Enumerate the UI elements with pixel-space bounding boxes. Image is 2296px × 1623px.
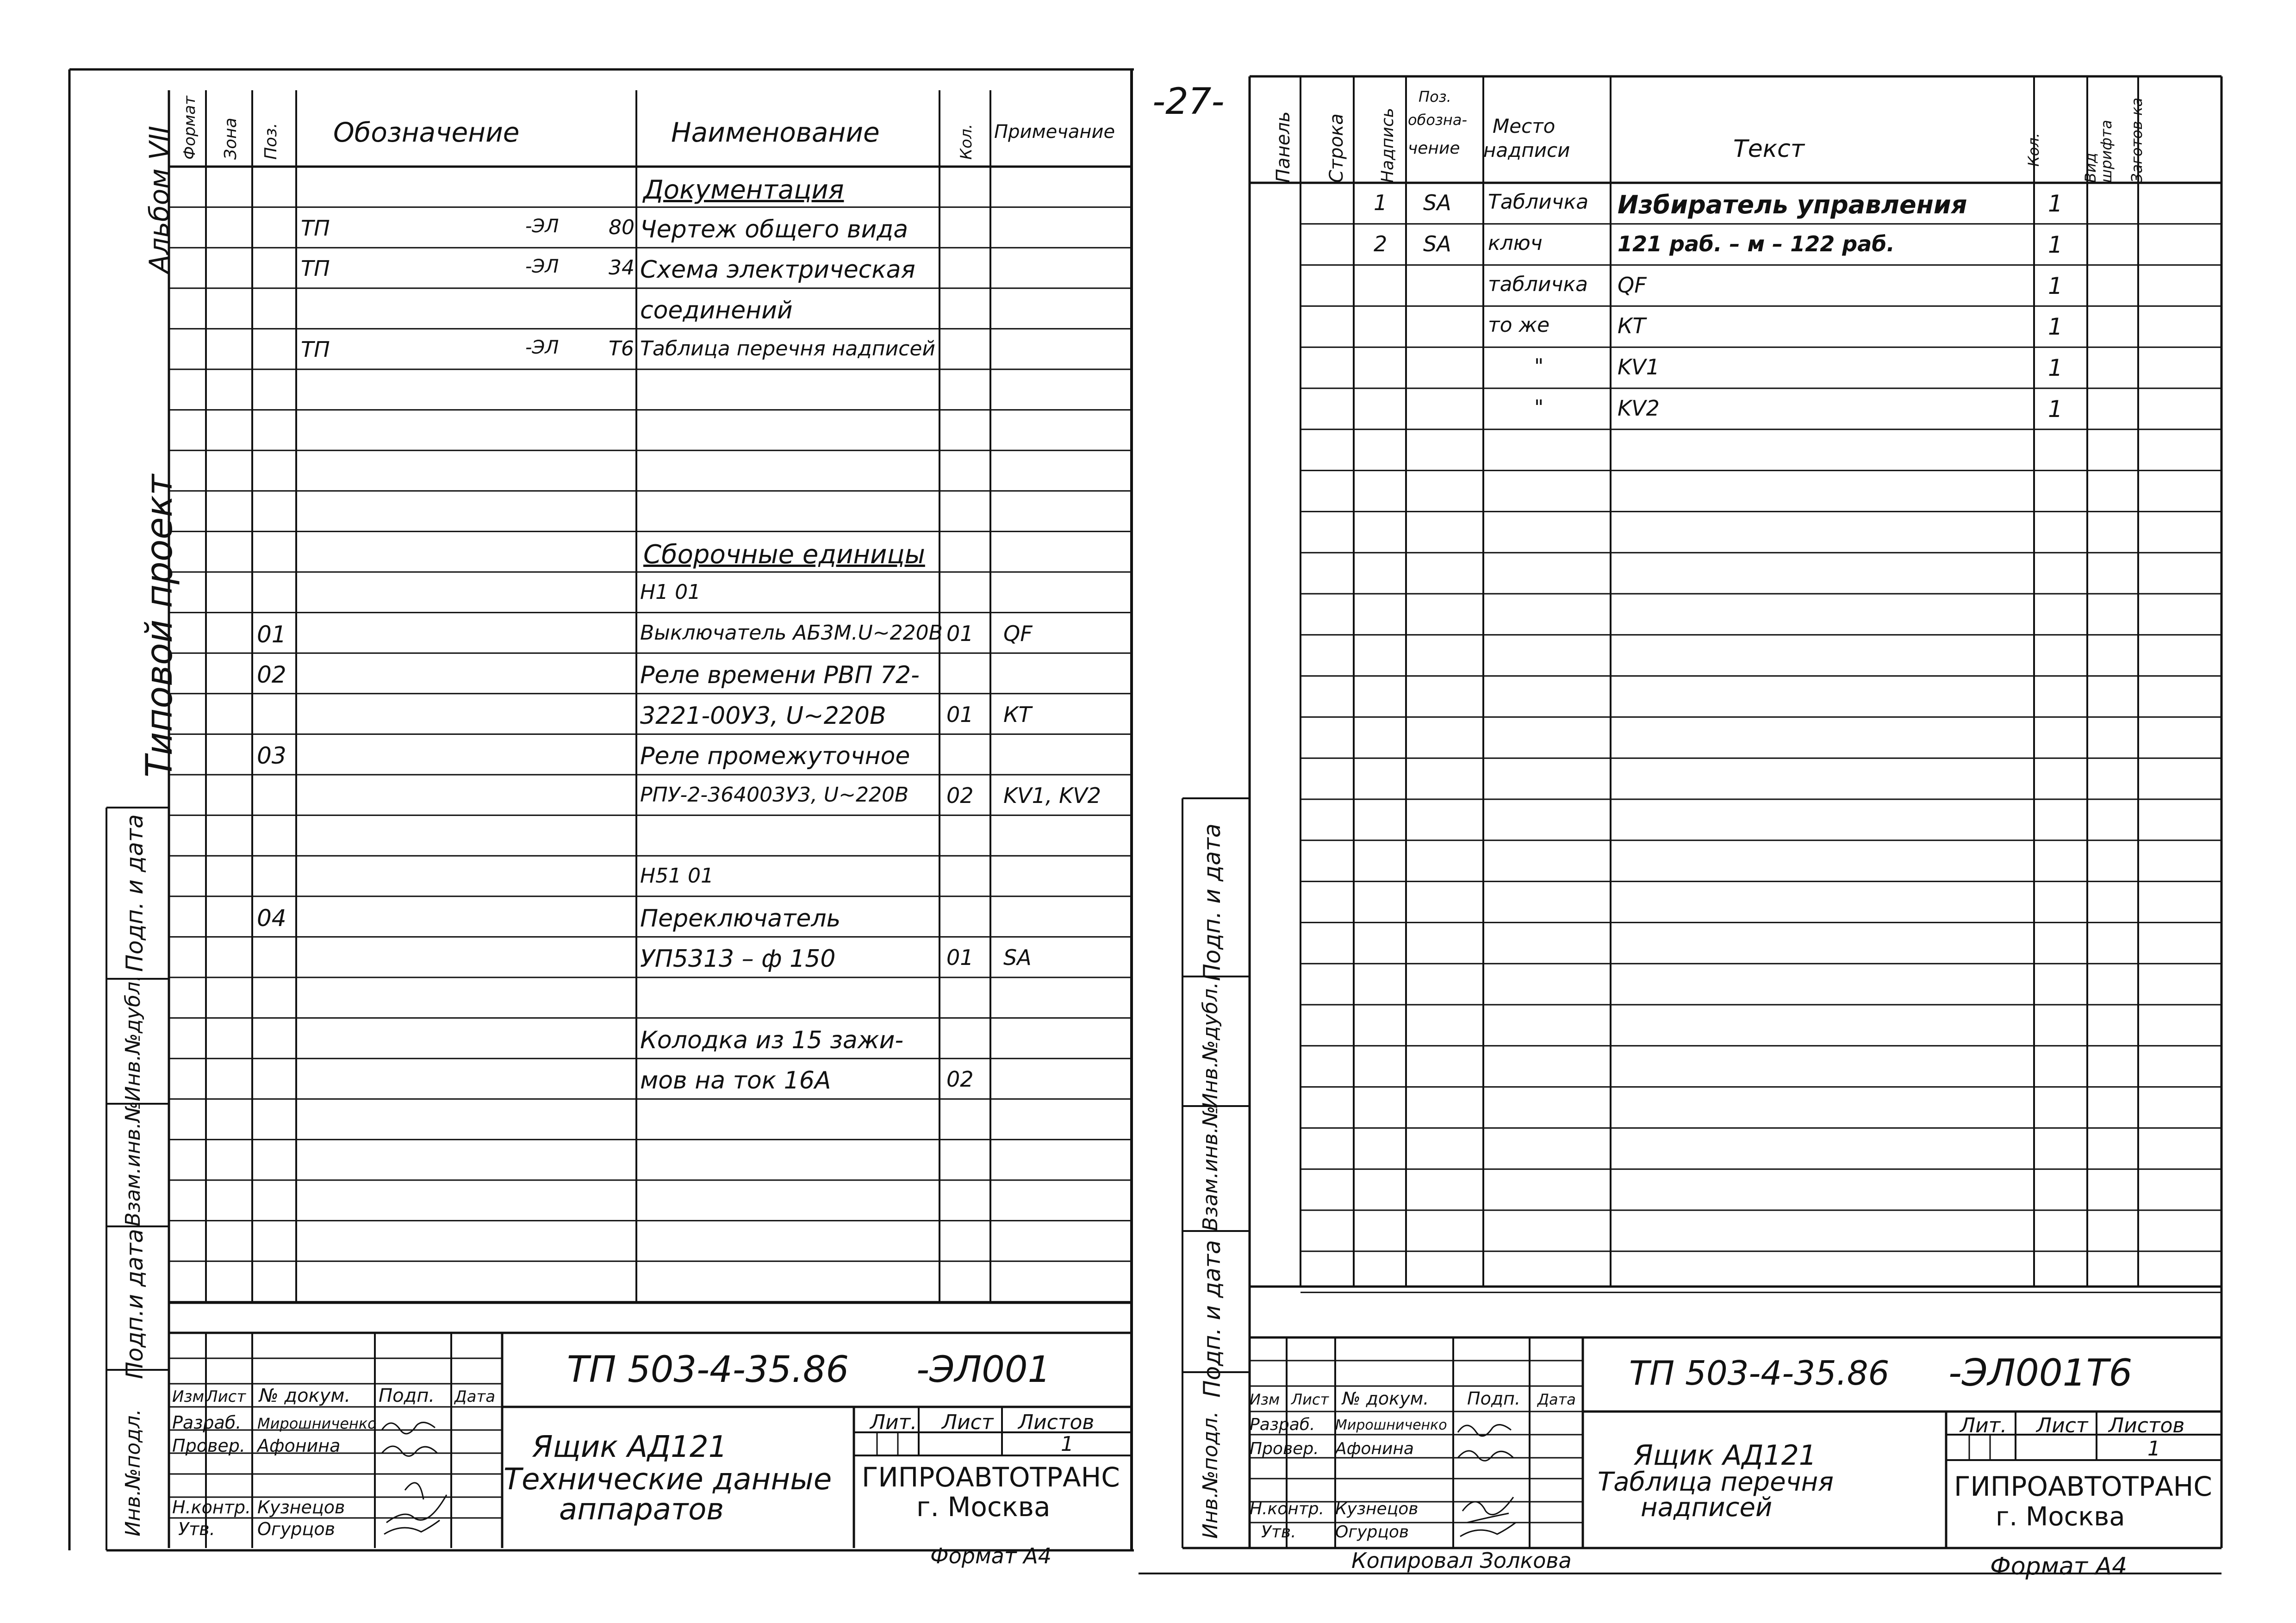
margin-inv-podl: Инв.№подл. — [121, 1409, 145, 1536]
header-label: Надпись — [1378, 108, 1397, 183]
header-place-2: надписи — [1483, 139, 1570, 162]
row-designation-prefix: ТП — [301, 256, 330, 281]
row-name: УП5313 – ф 150 — [640, 945, 836, 973]
row-name: Реле времени РВП 72- — [640, 661, 920, 690]
r-margin-inv-dubl: Инв.№дубл. — [1199, 982, 1222, 1108]
r-col-ndok: № докум. — [1342, 1388, 1429, 1409]
r-sheets-label: Листов — [2109, 1414, 2185, 1437]
role-nkontr: Н.контр. — [172, 1497, 251, 1517]
row-designation-num: 80 — [609, 215, 635, 239]
r-copied-by: Копировал Золкова — [1351, 1548, 1572, 1573]
r-role-prover: Провер. — [1250, 1439, 1319, 1458]
r-doc-code-suffix: -ЭЛ001Т6 — [1948, 1351, 2133, 1394]
sheets-label: Листов — [1018, 1411, 1095, 1434]
r-role-nkontr: Н.контр. — [1250, 1499, 1325, 1518]
row-designation-num: 34 — [609, 256, 635, 280]
row-designation-prefix: ТП — [301, 337, 330, 362]
row-place: то же — [1488, 313, 1550, 337]
row-qty: 1 — [2048, 396, 2063, 423]
r-lit-label: Лит. — [1960, 1414, 2007, 1437]
header-font: Вид шрифта — [2082, 120, 2115, 183]
r-col-podp: Подп. — [1467, 1388, 1521, 1409]
header-note: Примечание — [994, 121, 1115, 143]
row-name: 3221-00У3, U~220В — [640, 702, 886, 730]
header-place-1: Место — [1493, 115, 1556, 137]
row-qty: 02 — [946, 783, 974, 808]
row-pos-designation: SA — [1423, 231, 1451, 256]
r-title-line2: Таблица перечня — [1598, 1467, 1834, 1497]
r-name-nkontr: Кузнецов — [1335, 1499, 1419, 1518]
row-name: соединений — [640, 296, 793, 324]
r-col-list: Лист — [1291, 1391, 1329, 1408]
row-name: Сборочные единицы — [643, 540, 925, 570]
row-designation-num: Т6 — [609, 337, 634, 361]
page-number: -27- — [1152, 81, 1225, 123]
r-title-line1: Ящик АД121 — [1634, 1439, 1817, 1472]
role-prover: Провер. — [172, 1436, 245, 1456]
sheet-label: Лист — [942, 1411, 994, 1434]
r-title-line3: надписей — [1641, 1492, 1773, 1523]
row-text: KV1 — [1618, 354, 1660, 380]
header-pos-1: Поз. — [1419, 88, 1451, 106]
header-panel: Панель — [1273, 111, 1294, 183]
row-place: ключ — [1488, 231, 1543, 255]
col-ndok: № докум. — [259, 1385, 351, 1406]
r-role-razrab: Разраб. — [1250, 1415, 1315, 1434]
r-col-data: Дата — [1537, 1391, 1576, 1408]
row-qty: 1 — [2048, 190, 2063, 217]
row-qty: 1 — [2048, 231, 2063, 258]
project-label: Типовой проект — [139, 474, 180, 777]
role-razrab: Разраб. — [172, 1412, 242, 1433]
row-designation-mid: -ЭЛ — [525, 337, 559, 359]
name-razrab: Мирошниченко — [257, 1415, 377, 1432]
row-qty: 01 — [946, 702, 974, 727]
col-podp: Подп. — [379, 1385, 435, 1406]
album-label: Альбом VII — [143, 125, 175, 273]
row-pos: 04 — [257, 904, 286, 932]
row-label-no: 2 — [1374, 231, 1388, 256]
doc-code-suffix: -ЭЛ001 — [916, 1349, 1051, 1391]
row-qty: 1 — [2048, 354, 2063, 382]
row-qty: 01 — [946, 621, 974, 646]
name-nkontr: Кузнецов — [257, 1497, 345, 1517]
row-pos: 03 — [257, 742, 286, 770]
margin-podp-data-1: Подп. и дата — [121, 814, 148, 972]
header-pos: Поз. — [261, 123, 280, 160]
row-designation-prefix: ТП — [301, 215, 330, 241]
row-label-no: 1 — [1374, 190, 1388, 215]
r-sheet-label: Лист — [2036, 1414, 2088, 1437]
row-name: Таблица перечня надписей — [640, 337, 936, 361]
row-name: Выключатель АБ3М.U~220В — [640, 621, 943, 645]
row-text: Избиратель управления — [1618, 190, 1967, 219]
r-name-prover: Афонина — [1335, 1439, 1414, 1458]
r-format-label: Формат А4 — [1990, 1553, 2128, 1580]
row-designation-mid: -ЭЛ — [525, 256, 559, 278]
row-name: Реле промежуточное — [640, 742, 910, 771]
row-text: QF — [1618, 272, 1647, 298]
row-text: 121 раб. – м – 122 раб. — [1618, 231, 1895, 256]
row-name: мов на ток 16А — [640, 1067, 831, 1095]
header-qty: Кол. — [957, 124, 976, 160]
row-note: QF — [1003, 621, 1033, 646]
header-name: Наименование — [671, 117, 880, 148]
sheets-value: 1 — [1061, 1432, 1074, 1456]
row-place: табличка — [1488, 272, 1588, 296]
row-qty: 1 — [2048, 313, 2063, 341]
title-line2: Технические данные — [504, 1462, 832, 1497]
col-data: Дата — [454, 1387, 496, 1406]
row-place: " — [1534, 396, 1544, 419]
col-izm: Изм — [172, 1387, 205, 1406]
row-note: КТ — [1003, 702, 1032, 727]
r-signature-marks — [1453, 1414, 1527, 1543]
header-zone: Зона — [221, 118, 240, 160]
title-line3: аппаратов — [559, 1492, 724, 1527]
doc-code: ТП 503-4-35.86 — [567, 1349, 849, 1391]
header-pos-2: обозна- — [1408, 111, 1467, 129]
margin-podp-data-2: Подп.и дата — [121, 1229, 148, 1379]
header-blank: Заготов-ка — [2128, 97, 2146, 183]
r-margin-podp-data-1: Подп. и дата — [1199, 823, 1226, 981]
margin-inv-dubl: Инв.№дубл. — [121, 975, 145, 1101]
row-pos: 01 — [257, 621, 286, 648]
header-qty-r: Кол. — [2025, 133, 2042, 167]
row-text: KV2 — [1618, 396, 1660, 421]
name-prover: Афонина — [257, 1436, 341, 1456]
r-name-razrab: Мирошниченко — [1335, 1417, 1447, 1433]
row-text: КТ — [1618, 313, 1646, 339]
r-margin-inv-podl: Инв.№подл. — [1199, 1411, 1222, 1539]
row-qty: 1 — [2048, 272, 2063, 299]
col-list: Лист — [206, 1387, 246, 1406]
r-org-line1: ГИПРОАВТОТРАНС — [1954, 1471, 2212, 1502]
row-name: Колодка из 15 зажи- — [640, 1026, 904, 1054]
row-name: Переключатель — [640, 904, 841, 933]
r-sheets-value: 1 — [2147, 1437, 2160, 1461]
signature-marks — [377, 1412, 451, 1541]
row-pos: 02 — [257, 661, 286, 689]
org-line2: г. Москва — [916, 1491, 1051, 1523]
row-name: РПУ-2-364003У3, U~220В — [640, 783, 909, 807]
format-label: Формат А4 — [930, 1543, 1052, 1568]
header-text: Текст — [1733, 135, 1805, 163]
r-doc-code: ТП 503-4-35.86 — [1629, 1354, 1890, 1393]
row-note: KV1, KV2 — [1003, 783, 1101, 808]
header-designation: Обозначение — [333, 117, 520, 148]
lit-label: Лит. — [870, 1411, 917, 1434]
role-utv: Утв. — [178, 1519, 215, 1539]
title-line1: Ящик АД121 — [532, 1430, 728, 1464]
r-org-line2: г. Москва — [1996, 1502, 2125, 1532]
row-designation-mid: -ЭЛ — [525, 215, 559, 237]
name-utv: Огурцов — [257, 1519, 335, 1539]
row-place: " — [1534, 354, 1544, 379]
row-name: Н51 01 — [640, 864, 714, 888]
r-name-utv: Огурцов — [1335, 1523, 1409, 1542]
row-name: Н1 01 — [640, 580, 701, 604]
row-note: SA — [1003, 945, 1032, 970]
row-name: Схема электрическая — [640, 256, 915, 284]
row-qty: 02 — [946, 1067, 974, 1092]
org-line1: ГИПРОАВТОТРАНС — [862, 1461, 1120, 1493]
row-place: Табличка — [1488, 190, 1589, 214]
margin-vzam-inv: Взам.инв.№ — [121, 1101, 145, 1226]
row-name: Чертеж общего вида — [640, 215, 908, 243]
r-margin-podp-data-2: Подп. и дата — [1199, 1240, 1226, 1398]
r-col-izm: Изм — [1250, 1391, 1280, 1408]
header-pos-3: чение — [1408, 139, 1460, 158]
r-margin-vzam-inv: Взам.инв.№ — [1199, 1106, 1222, 1231]
header-row: Строка — [1326, 113, 1347, 183]
header-format: Формат — [180, 96, 199, 160]
row-qty: 01 — [946, 945, 974, 970]
row-name: Документация — [643, 175, 844, 205]
r-role-utv: Утв. — [1261, 1523, 1296, 1542]
row-pos-designation: SA — [1423, 190, 1451, 215]
